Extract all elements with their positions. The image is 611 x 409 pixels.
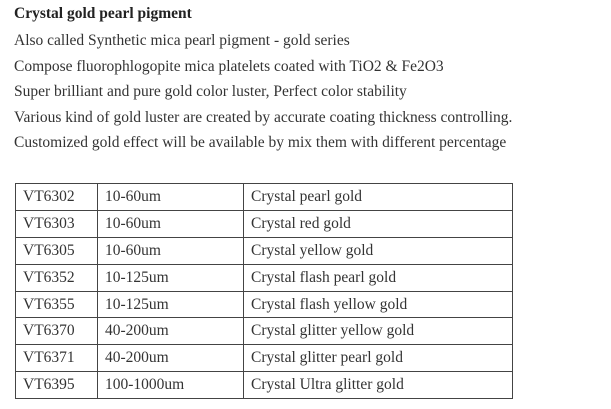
product-code-cell: VT6352 [16,264,98,291]
table-row [16,318,513,345]
product-code-cell: VT6303 [16,210,98,237]
product-code-cell: VT6395 [16,372,98,399]
product-code-cell: VT6355 [16,291,98,318]
particle-size-cell: 10-125um [98,264,244,291]
particle-size-cell: 40-200um [98,318,244,345]
product-code-cell: VT6370 [16,318,98,345]
particle-size-cell: 10-60um [98,237,244,264]
product-name-cell: Crystal flash pearl gold [244,264,513,291]
product-code-cell: VT6305 [16,237,98,264]
product-name-cell: Crystal glitter pearl gold [244,345,513,372]
product-name-cell: Crystal glitter yellow gold [244,318,513,345]
product-name-cell: Crystal flash yellow gold [244,291,513,318]
particle-size-cell: 40-200um [98,345,244,372]
particle-size-cell: 10-60um [98,210,244,237]
description-line: Various kind of gold luster are created by accurate coating thickness controlling. [14,108,513,126]
product-name-cell: Crystal pearl gold [244,184,513,211]
table-row [16,372,513,399]
table-row [16,237,513,264]
particle-size-cell: 10-125um [98,291,244,318]
table-row [16,210,513,237]
product-code-cell: VT6371 [16,345,98,372]
table-row [16,264,513,291]
table-row [16,291,513,318]
product-name-cell: Crystal Ultra glitter gold [244,372,513,399]
table-row [16,345,513,372]
description-line: Customized gold effect will be available by mix them with different percentage [14,134,507,152]
product-table [15,183,513,399]
product-name-cell: Crystal red gold [244,210,513,237]
description-line: Super brilliant and pure gold color luster, Perfect color stability [14,83,407,101]
product-name-cell: Crystal yellow gold [244,237,513,264]
description-line: Also called Synthetic mica pearl pigment - gold series [14,32,350,49]
particle-size-cell: 10-60um [98,184,244,211]
page-title: Crystal gold pearl pigment [14,5,192,22]
product-description [14,4,604,156]
table-row [16,184,513,211]
product-code-cell: VT6302 [16,184,98,211]
description-line: Compose fluorophlogopite mica platelets coated with TiO2 & Fe2O3 [14,57,444,75]
particle-size-cell: 100-1000um [98,372,244,399]
